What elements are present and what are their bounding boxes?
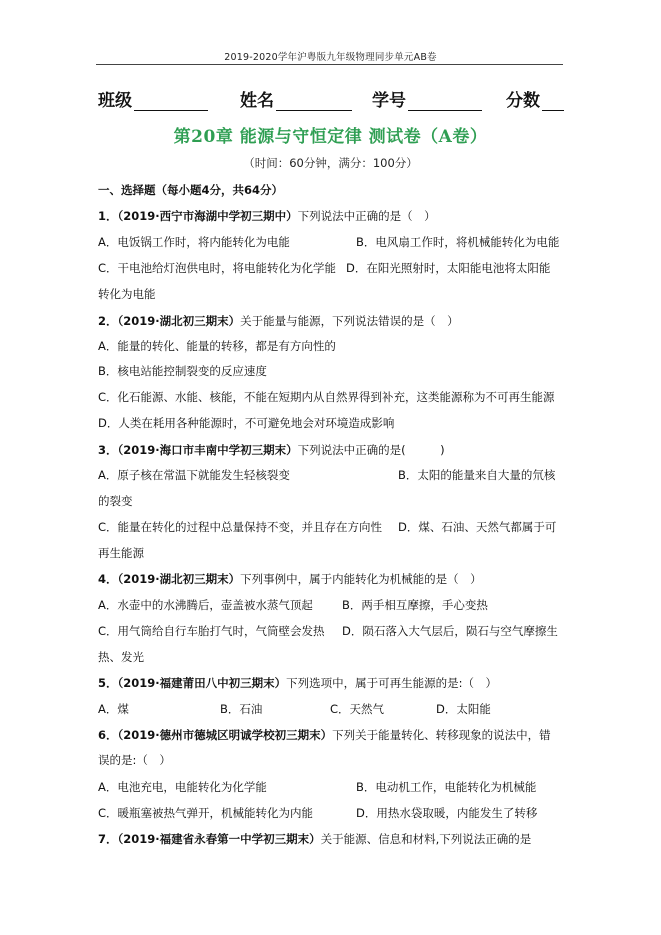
option-b: B．太阳的能量来自大量的氘核 [398,468,556,482]
option-c: C．化石能源、水能、核能，不能在短期内从自然界得到补充，这类能源称为不可再生能源 [98,390,555,404]
option-c: C．用气筒给自行车胎打气时，气筒壁会发热 [98,624,325,638]
option-d-continued: 热、发光 [98,650,144,664]
question-2-stem [98,313,459,329]
question-number: 6． [98,728,118,742]
question-4-stem [98,571,482,587]
question-text: 下列说法中正确的是（ ） [297,209,436,223]
option-a: A．煤 [98,702,129,716]
question-source: （2019·湖北初三期末） [117,314,241,328]
name-label: 姓名 [240,91,274,111]
class-label: 班级 [98,91,132,111]
question-number: 2． [98,314,118,328]
question-number: 3． [98,443,118,457]
option-a: A．原子核在常温下就能发生轻核裂变 [98,468,290,482]
question-source: （2019·福建省永春第一中学初三期末） [117,832,321,846]
name-field [240,86,352,111]
question-7-stem [98,831,531,847]
section-heading: 一、选择题（每小题4分，共64分） [98,183,284,197]
question-source: （2019·德州市德城区明诚学校初三期末） [117,728,333,742]
score-blank[interactable] [542,92,564,111]
option-b: B．核电站能控制裂变的反应速度 [98,364,267,378]
question-source: （2019·西宁市海湖中学初三期中） [117,209,298,223]
name-blank[interactable] [276,92,352,111]
option-d: D．用热水袋取暖，内能发生了转移 [356,806,538,820]
question-1-stem [98,208,436,224]
option-d: D．在阳光照射时，太阳能电池将太阳能 [346,261,551,275]
option-b: B．电风扇工作时，将机械能转化为电能 [356,235,560,249]
option-a: A．电饭锅工作时，将内能转化为电能 [98,235,290,249]
option-a: A．电池充电，电能转化为化学能 [98,780,267,794]
option-d-continued: 转化为电能 [98,287,156,301]
option-d: D．人类在耗用各种能源时，不可避免地会对环境造成影响 [98,416,395,430]
option-d: D．陨石落入大气层后，陨石与空气摩擦生 [342,624,558,638]
id-label: 学号 [372,91,406,111]
option-b: B．两手相互摩擦，手心变热 [342,598,488,612]
question-number: 4． [98,572,118,586]
option-b-continued: 的裂变 [98,494,133,508]
option-c: C．暖瓶塞被热气弹开，机械能转化为内能 [98,806,314,820]
option-a: A．水壶中的水沸腾后，壶盖被水蒸气顶起 [98,598,313,612]
option-d-continued: 再生能源 [98,546,144,560]
score-label: 分数 [506,91,540,111]
class-field [98,86,208,111]
question-text: 下列关于能量转化、转移现象的说法中，错 [332,728,551,742]
option-c: C．能量在转化的过程中总量保持不变，并且存在方向性 [98,520,383,534]
question-text: 下列事例中，属于内能转化为机械能的是（ ） [240,572,482,586]
student-info-row [98,86,564,112]
header-rule [96,64,563,65]
question-number: 5． [98,676,118,690]
question-text: 下列选项中，属于可再生能源的是:（ ） [286,676,498,690]
option-b: B．电动机工作，电能转化为机械能 [356,780,537,794]
question-6-stem-continued: 误的是:（ ） [98,753,171,767]
score-field [506,86,564,111]
option-a: A．能量的转化、能量的转移，都是有方向性的 [98,339,336,353]
question-5-stem [98,675,497,691]
option-b: B．石油 [220,702,263,716]
id-field [372,86,482,111]
question-number: 1． [98,209,118,223]
class-blank[interactable] [134,92,208,111]
option-d: D．太阳能 [436,702,491,716]
option-c: C．干电池给灯泡供电时，将电能转化为化学能 [98,261,337,275]
running-header: 2019-2020学年沪粤版九年级物理同步单元AB卷 [224,52,437,63]
id-blank[interactable] [408,92,482,111]
option-c: C．天然气 [330,702,385,716]
page-title: 第20章 能源与守恒定律 测试卷（A卷） [173,127,488,147]
option-d: D．煤、石油、天然气都属于可 [398,520,557,534]
question-source: （2019·海口市丰南中学初三期末） [117,443,298,457]
question-source: （2019·福建莆田八中初三期末） [117,676,287,690]
question-text: 关于能源、信息和材料,下列说法正确的是 [320,832,532,846]
question-6-stem [98,727,551,743]
question-source: （2019·湖北初三期末） [117,572,241,586]
page-subtitle: （时间：60分钟，满分：100分） [243,156,418,170]
question-3-stem [98,442,445,458]
question-number: 7． [98,832,118,846]
question-text: 下列说法中正确的是( ) [297,443,445,457]
question-text: 关于能量与能源，下列说法错误的是（ ） [240,314,459,328]
